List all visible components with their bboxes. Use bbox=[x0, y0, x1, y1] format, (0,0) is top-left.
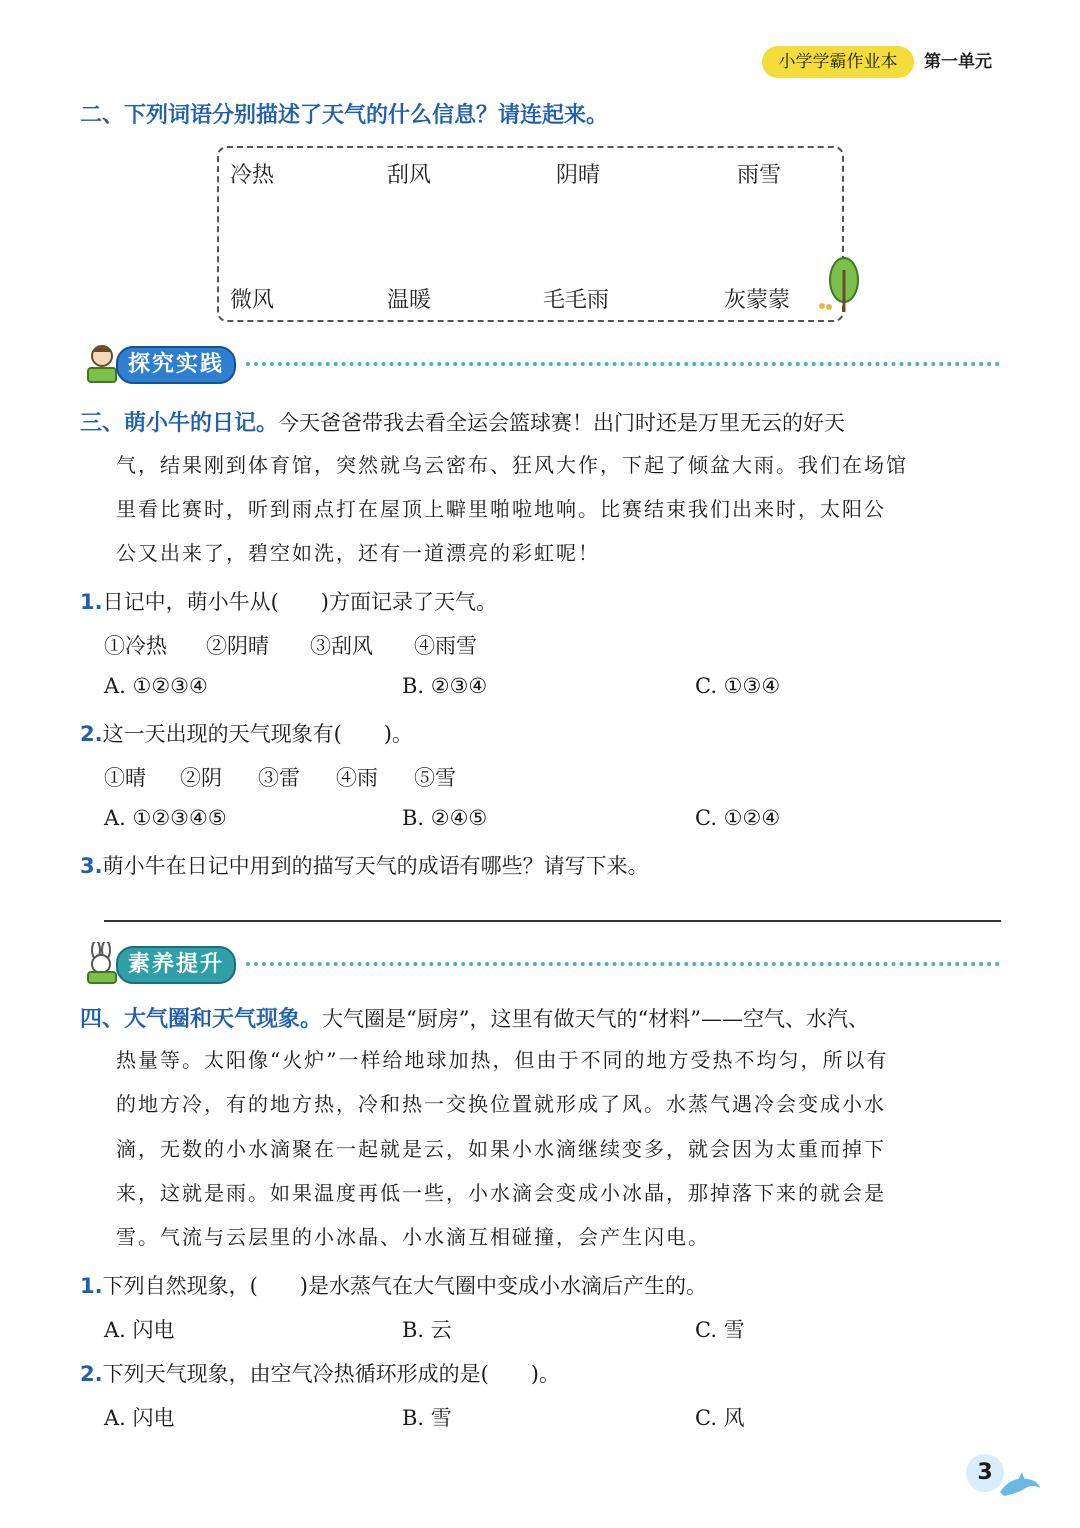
word-bottom-2[interactable]: 温暖 bbox=[387, 288, 432, 313]
section-2-number: 二、 bbox=[80, 103, 125, 128]
q1-item-4: ④雨雪 bbox=[414, 634, 477, 658]
word-top-4[interactable]: 雨雪 bbox=[737, 163, 782, 188]
question-number: 3. bbox=[80, 854, 103, 878]
question-text: 萌小牛在日记中用到的描写天气的成语有哪些？请写下来。 bbox=[102, 854, 649, 878]
q1-item-1: ①冷热 bbox=[104, 634, 167, 658]
q2-item-2: ②阴 bbox=[180, 766, 222, 790]
section-3-title: 萌小牛的日记。 bbox=[124, 411, 279, 436]
section-3-question-2 bbox=[80, 718, 413, 748]
q2-item-5: ⑤雪 bbox=[414, 766, 456, 790]
q1-item-2: ②阴晴 bbox=[206, 634, 269, 658]
section-2-title: 下列词语分别描述了天气的什么信息？请连起来。 bbox=[124, 103, 609, 128]
dolphin-icon bbox=[998, 1470, 1042, 1500]
word-bottom-4[interactable]: 灰蒙蒙 bbox=[724, 288, 791, 313]
q1-option-c[interactable]: C. ①③④ bbox=[695, 674, 781, 698]
page-number: 3 bbox=[966, 1454, 1004, 1492]
section-3-diary-line-3: 里看比赛时，听到雨点打在屋顶上噼里啪啦地响。比赛结束我们出来时，太阳公 bbox=[116, 497, 886, 521]
s4-q1-option-a[interactable]: A. 闪电 bbox=[104, 1318, 175, 1342]
s4-q1-option-c[interactable]: C. 雪 bbox=[695, 1318, 745, 1342]
section-3-question-1 bbox=[80, 586, 497, 616]
banner-explore-practice bbox=[80, 342, 1000, 386]
question-number: 2. bbox=[80, 722, 103, 746]
q1-item-3: ③刮风 bbox=[310, 634, 373, 658]
section-4-text-line-1: 大气圈是“厨房”，这里有做天气的“材料”——空气、水汽、 bbox=[322, 1007, 869, 1031]
section-4-question-2 bbox=[80, 1358, 560, 1388]
tree-icon bbox=[814, 256, 862, 314]
question-text: 日记中，萌小牛从( )方面记录了天气。 bbox=[102, 590, 497, 614]
s4-q2-option-a[interactable]: A. 闪电 bbox=[104, 1406, 175, 1430]
word-top-3[interactable]: 阴晴 bbox=[556, 163, 601, 188]
section-4-text-line-3: 的地方冷，有的地方热，冷和热一交换位置就形成了风。水蒸气遇冷会变成小水 bbox=[116, 1092, 886, 1116]
section-4-title: 大气圈和天气现象。 bbox=[124, 1007, 323, 1032]
section-3-heading bbox=[80, 406, 845, 437]
question-text: 这一天出现的天气现象有( )。 bbox=[102, 722, 413, 746]
question-number: 2. bbox=[80, 1362, 103, 1386]
section-4-text-line-2: 热量等。太阳像“火炉”一样给地球加热，但由于不同的地方受热不均匀，所以有 bbox=[116, 1048, 889, 1072]
q1-option-b[interactable]: B. ②③④ bbox=[402, 674, 488, 698]
section-3-diary-line-4: 公又出来了，碧空如洗，还有一道漂亮的彩虹呢！ bbox=[116, 541, 600, 565]
q2-option-b[interactable]: B. ②④⑤ bbox=[402, 806, 488, 830]
question-number: 1. bbox=[80, 1274, 103, 1298]
q2-item-3: ③雷 bbox=[258, 766, 300, 790]
q1-option-a[interactable]: A. ①②③④ bbox=[104, 674, 208, 698]
banner-literacy-improvement-label: 素养提升 bbox=[116, 946, 236, 984]
word-top-1[interactable]: 冷热 bbox=[230, 163, 275, 188]
q2-item-4: ④雨 bbox=[336, 766, 378, 790]
section-3-diary-line-2: 气，结果刚到体育馆，突然就乌云密布、狂风大作，下起了倾盆大雨。我们在场馆 bbox=[116, 453, 908, 477]
s4-q2-option-c[interactable]: C. 风 bbox=[695, 1406, 745, 1430]
question-number: 1. bbox=[80, 590, 103, 614]
section-4-question-1 bbox=[80, 1270, 707, 1300]
s4-q1-option-b[interactable]: B. 云 bbox=[402, 1318, 452, 1342]
q2-item-1: ①晴 bbox=[104, 766, 146, 790]
q2-option-a[interactable]: A. ①②③④⑤ bbox=[104, 806, 227, 830]
banner-explore-practice-label: 探究实践 bbox=[116, 346, 236, 384]
section-2-heading bbox=[80, 98, 608, 129]
question-text: 下列天气现象，由空气冷热循环形成的是( )。 bbox=[102, 1362, 560, 1386]
section-4-text-line-4: 滴，无数的小水滴聚在一起就是云，如果小水滴继续变多，就会因为太重而掉下 bbox=[116, 1137, 886, 1161]
section-4-text-line-5: 来，这就是雨。如果温度再低一些，小水滴会变成小冰晶，那掉落下来的就会是 bbox=[116, 1181, 886, 1205]
banner-dots bbox=[246, 962, 1000, 966]
section-4-text-line-6: 雪。气流与云层里的小冰晶、小水滴互相碰撞，会产生闪电。 bbox=[116, 1225, 710, 1249]
question-text: 下列自然现象，( )是水蒸气在大气圈中变成小水滴后产生的。 bbox=[102, 1274, 707, 1298]
word-bottom-1[interactable]: 微风 bbox=[230, 288, 275, 313]
book-title-badge: 小学学霸作业本 bbox=[762, 46, 914, 78]
banner-literacy-improvement bbox=[80, 942, 1000, 986]
section-4-number: 四、 bbox=[80, 1007, 125, 1032]
word-bottom-3[interactable]: 毛毛雨 bbox=[543, 288, 610, 313]
word-top-2[interactable]: 刮风 bbox=[387, 163, 432, 188]
section-3-question-3 bbox=[80, 850, 649, 880]
unit-label: 第一单元 bbox=[924, 52, 992, 72]
s4-q2-option-b[interactable]: B. 雪 bbox=[402, 1406, 452, 1430]
banner-dots bbox=[246, 362, 1000, 366]
section-3-diary-line-1: 今天爸爸带我去看全运会篮球赛！出门时还是万里无云的好天 bbox=[278, 411, 846, 435]
section-3-number: 三、 bbox=[80, 411, 125, 436]
section-4-heading bbox=[80, 1002, 869, 1033]
answer-line[interactable] bbox=[104, 920, 1001, 922]
q2-option-c[interactable]: C. ①②④ bbox=[695, 806, 781, 830]
